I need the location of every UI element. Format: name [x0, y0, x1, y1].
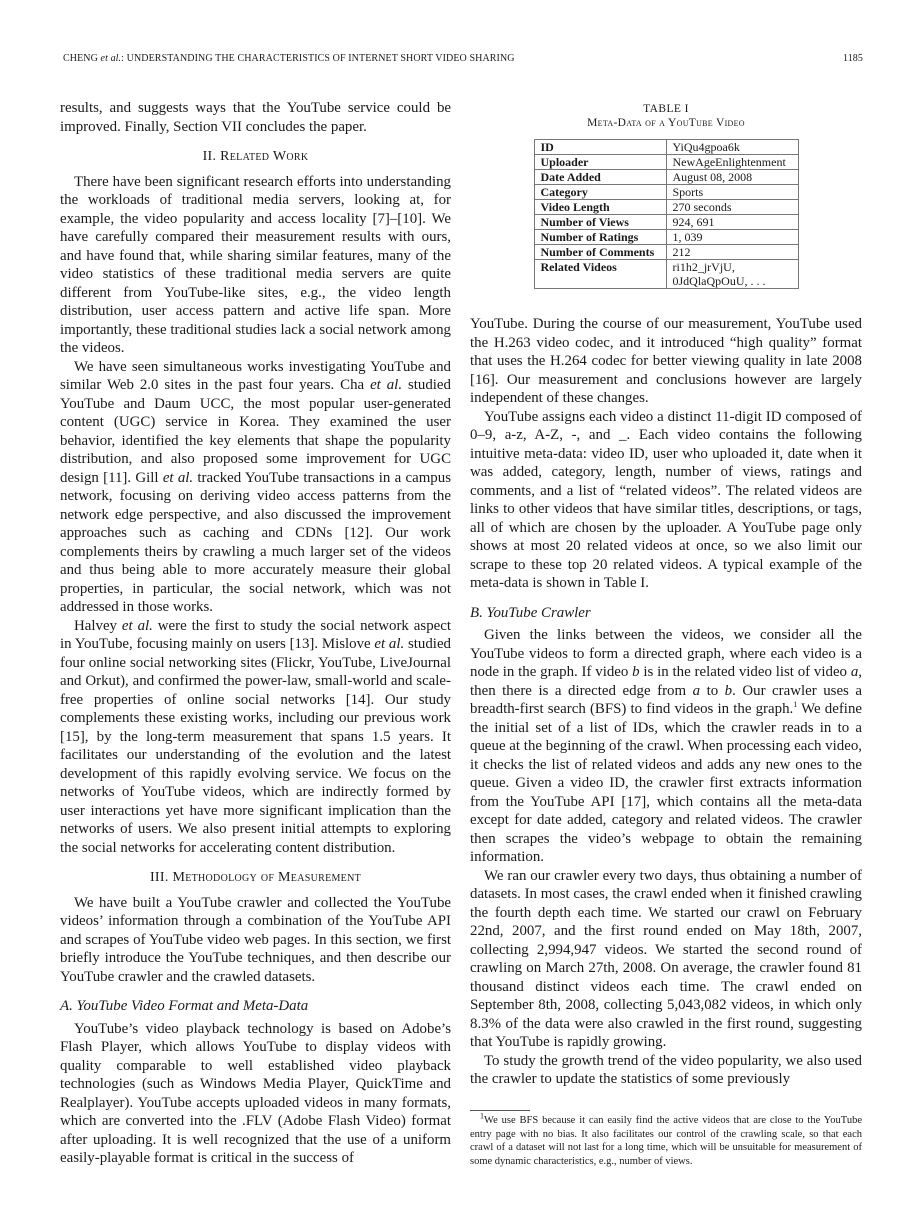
left-column — [60, 99, 451, 1168]
right-column — [470, 315, 862, 1089]
table-key: ID — [534, 140, 666, 155]
paragraph: YouTube. During the course of our measurement, YouTube used the H.263 video codec, and it introduced “high quality” format that uses the H.264 codec for better viewing quality in late 2008 [16]. Our measurement and conclusions however are largely independent of these changes. — [470, 316, 862, 406]
table-meta-data — [470, 103, 862, 289]
running-title: CHENG et al.: UNDERSTANDING THE CHARACTERISTICS OF INTERNET SHORT VIDEO SHARING — [63, 53, 515, 64]
table-row — [534, 140, 798, 155]
paragraph: We have built a YouTube crawler and collected the YouTube videos’ information through a combination of the YouTube API and scrapes of YouTube video web pages. In this section, we first briefly introduce the YouTube techniques, and then describe our YouTube crawler and the crawled datasets. — [60, 894, 451, 985]
paragraph: Halvey et al. were the first to study the social network aspect in YouTube, focusing mainly on users [13]. Mislove et al. studied four online social networking sites (Flickr, YouTube, LiveJournal and Orkut), and confirmed the power-law, small-world and scale-free properties of online social networks [14]. Our study complements these existing works, including our previous work [15], by the long-term measurement that spans 1.5 years. It facilitates our understanding of the evolution and the latest development of this rapidly evolving service. We focus on the networks of YouTube videos, which are indirectly formed by user interactions yet have more significant implication than the networks of users. We also present initial attempts to exploring the social networks for accelerating content distribution. — [60, 617, 451, 856]
table-value: NewAgeEnlightenment — [666, 155, 798, 170]
running-header — [63, 53, 863, 67]
table-row — [534, 185, 798, 200]
footnote — [470, 1111, 862, 1168]
paragraph: There have been significant research efforts into understanding the workloads of traditional media servers, looking at, for example, the video popularity and access locality [7]–[10]. We have carefully compared their measurement results with ours, and have found that, while sharing similar features, many of the video statistics of these traditional media servers are quite different from YouTube-like sites, e.g., the video length distribution, user access pattern and active life span. More importantly, these traditional studies lack a social network among the videos. — [60, 173, 451, 356]
table-key: Uploader — [534, 155, 666, 170]
table-row — [534, 230, 798, 245]
table-value: August 08, 2008 — [666, 170, 798, 185]
paragraph: Given the links between the videos, we consider all the YouTube videos to form a directed graph, where each video is a node in the graph. If video b is in the related video list of video a, then there is a directed edge from a to b. Our crawler uses a breadth-first search (BFS) to find videos in the graph.$^1$ We define the initial set of a list of IDs, which the crawler reads in to a queue at the beginning of the crawl. When processing each video, it checks the list of related videos and adds any new ones to the queue. Given a video ID, the crawler first extracts information from the YouTube API [17], which contains all the meta-data except for date added, category and related videos. The crawler then scrapes the video’s webpage to obtain the remaining information. — [470, 627, 862, 865]
paragraph: We have seen simultaneous works investigating YouTube and similar Web 2.0 sites in the past four years. Cha et al. studied YouTube and Daum UCC, the most popular user-generated content (UGC) service in Korea. They examined the user behavior, identified the key elements that shape the popularity distribution, and also proposed some improvement for UGC design [11]. Gill et al. tracked YouTube transactions in a campus network, focusing on deriving video access patterns from the network edge perspective, and also discussed the improvement approaches such as caching and CDNs [12]. Our work complements theirs by crawling a much larger set of the videos and thus being able to more accurately measure their global properties, in particular, the social network, which was not addressed in those works. — [60, 358, 451, 615]
paragraph: YouTube assigns each video a distinct 11-digit ID composed of 0–9, a-z, A-Z, -, and _. Each video contains the following intuitive meta-data: video ID, user who uploaded it, date when it was added, category, length, number of views, ratings and comments, and a list of “related videos”. The related videos are links to other videos that have similar titles, descriptions, or tags, all of which are chosen by the uploader. A YouTube page only shows at most 20 related videos at once, so we also limit our scrape to these top 20 related videos. A typical example of the meta-data is shown in Table I. — [470, 408, 862, 591]
table-row — [534, 260, 798, 289]
table-row — [534, 245, 798, 260]
section-heading-methodology: III. Methodology of Measurement — [149, 870, 362, 885]
table-value: YiQu4gpoa6k — [666, 140, 798, 155]
table-key: Related Videos — [534, 260, 666, 289]
subsection-heading-video-format: A. YouTube Video Format and Meta-Data — [60, 998, 309, 1014]
footnote-number: 1 — [480, 1111, 484, 1121]
paragraph: YouTube’s video playback technology is based on Adobe’s Flash Player, which allows YouTube to display videos with quality comparable to well established video playback technologies (such as Windows Media Player, QuickTime and Realplayer). YouTube accepts uploaded videos in many formats, which are converted into the .FLV (Adobe Flash Video) format after uploading. It is well recognized that the use of a uniform easily-playable format is critical in the success of — [60, 1020, 451, 1166]
table-row — [534, 200, 798, 215]
table-key: Date Added — [534, 170, 666, 185]
section-heading-related-work: II. Related Work — [202, 149, 309, 164]
table-title: TABLE I — [643, 103, 689, 115]
table-key: Number of Ratings — [534, 230, 666, 245]
footnote-divider — [470, 1110, 530, 1111]
table-caption: Meta-Data of a YouTube Video — [587, 117, 745, 129]
table-key: Video Length — [534, 200, 666, 215]
footnote-text: We use BFS because it can easily find the active videos that are close to the YouTube entry page with no bias. It also facilitates our control of the crawling scale, so that each crawl of a dataset will not last for a long time, which will be unsuitable for measurement of some dynamic characteristics, e.g., number of views. — [470, 1115, 862, 1167]
table-value: Sports — [666, 185, 798, 200]
footnote-mark: 1 — [793, 700, 798, 710]
table-value: 212 — [666, 245, 798, 260]
table-row — [534, 215, 798, 230]
paragraph: To study the growth trend of the video popularity, we also used the crawler to update the statistics of some previously — [470, 1052, 862, 1087]
table-key: Category — [534, 185, 666, 200]
paragraph: We ran our crawler every two days, thus obtaining a number of datasets. In most cases, the crawl ended when it finished crawling the fourth depth each time. We started our crawl on February 22nd, 2007, and the first round ended on May 18th, 2007, collecting 2,994,947 videos. We started the second round of crawling on March 27th, 2008. On average, the crawler found 81 thousand distinct videos each time. The crawl ended on September 8th, 2008, collecting 5,043,082 videos, in which only 8.3% of the data were also crawled in the first round, suggesting that YouTube is rapidly growing. — [470, 867, 862, 1050]
table-value: 924, 691 — [666, 215, 798, 230]
meta-data-table — [534, 139, 799, 289]
table-value: 270 seconds — [666, 200, 798, 215]
page-number: 1185 — [842, 53, 863, 64]
table-value: ri1h2_jrVjU, 0JdQlaQpOuU, . . . — [666, 260, 798, 289]
subsection-heading-crawler: B. YouTube Crawler — [470, 604, 591, 621]
table-row — [534, 170, 798, 185]
table-key: Number of Comments — [534, 245, 666, 260]
table-key: Number of Views — [534, 215, 666, 230]
table-row — [534, 155, 798, 170]
running-title-etal: et al. — [100, 53, 122, 64]
intro-continuation: results, and suggests ways that the YouTube service could be improved. Finally, Section VII concludes the paper. — [60, 100, 451, 135]
table-value: 1, 039 — [666, 230, 798, 245]
